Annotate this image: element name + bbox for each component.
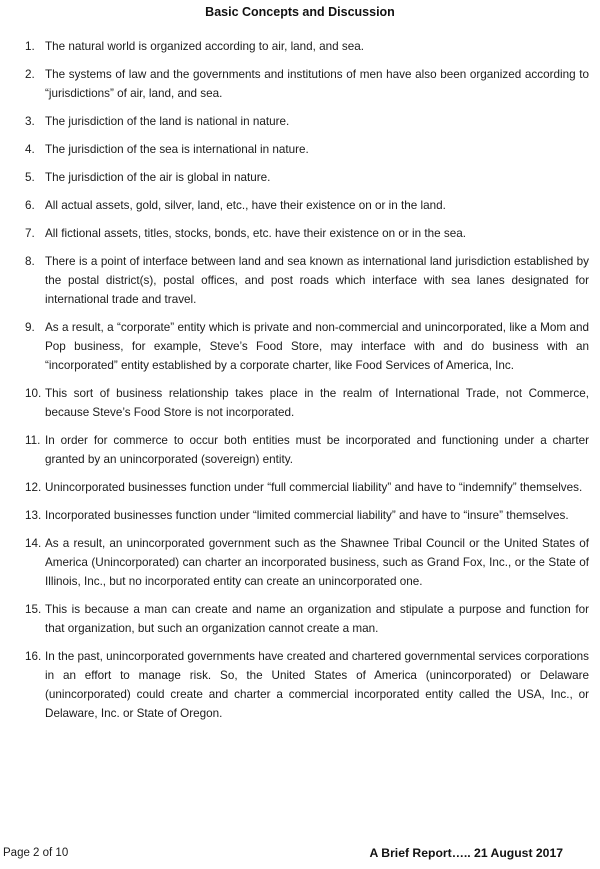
- list-item: [0, 252, 600, 309]
- item-text: All actual assets, gold, silver, land, etc., have their existence on or in the land.: [45, 199, 446, 212]
- item-number: 4.: [25, 143, 35, 156]
- report-title-date: A Brief Report….. 21 August 2017: [369, 846, 563, 860]
- list-item: [0, 140, 600, 159]
- item-number: 1.: [25, 40, 35, 53]
- item-text: This sort of business relationship takes place in the realm of International Trade, not Commerce, because Steve’s Food Store is not incorporated.: [45, 387, 589, 419]
- item-number: 12.: [25, 481, 42, 494]
- item-text: This is because a man can create and name an organization and stipulate a purpose and function for that organization, but such an organization cannot create a man.: [45, 603, 589, 635]
- item-number: 15.: [25, 603, 42, 616]
- list-item: [0, 37, 600, 56]
- item-number: 7.: [25, 227, 35, 240]
- document-title: Basic Concepts and Discussion: [205, 5, 395, 19]
- list-item: [0, 478, 600, 497]
- item-number: 5.: [25, 171, 35, 184]
- list-item: [0, 65, 600, 103]
- list-item: [0, 196, 600, 215]
- item-number: 2.: [25, 68, 35, 81]
- list-item: [0, 224, 600, 243]
- item-text: The jurisdiction of the sea is international in nature.: [45, 143, 309, 156]
- list-item: [0, 600, 600, 638]
- item-number: 3.: [25, 115, 35, 128]
- list-item: [0, 318, 600, 375]
- numbered-list: [0, 37, 600, 723]
- item-number: 11.: [25, 434, 41, 447]
- item-text: The jurisdiction of the air is global in nature.: [45, 171, 271, 184]
- list-item: [0, 431, 600, 469]
- list-item: [0, 168, 600, 187]
- list-item: [0, 534, 600, 591]
- item-number: 9.: [25, 321, 35, 334]
- list-item: [0, 506, 600, 525]
- page-number: Page 2 of 10: [3, 847, 69, 859]
- item-text: Incorporated businesses function under “limited commercial liability” and have to “insure” themselves.: [45, 509, 569, 522]
- item-number: 14.: [25, 537, 42, 550]
- list-item: [0, 647, 600, 723]
- item-number: 6.: [25, 199, 35, 212]
- item-text: All fictional assets, titles, stocks, bonds, etc. have their existence on or in the sea.: [45, 227, 466, 240]
- item-number: 10.: [25, 387, 42, 400]
- item-text: The jurisdiction of the land is national in nature.: [45, 115, 290, 128]
- page-footer: [0, 846, 600, 866]
- item-text: The systems of law and the governments and institutions of men have also been organized according to “jurisdictions” of air, land, and sea.: [45, 68, 589, 100]
- list-item: [0, 384, 600, 422]
- item-number: 16.: [25, 650, 42, 663]
- item-text: As a result, an unincorporated government such as the Shawnee Tribal Council or the United States of America (Unincorporated) can charter an incorporated business, such as Grand Fox, Inc., or the State of Illinois, Inc., but no incorporated entity can create an unincorporated one.: [45, 537, 589, 588]
- item-number: 8.: [25, 255, 35, 268]
- item-text: In the past, unincorporated governments have created and chartered governmental services corporations in an effort to manage risk. So, the United States of America (unincorporated) or Delaware (unincorporated) could create and charter a commercial incorporated entity called the USA, Inc., or Delaware, Inc. or State of Oregon.: [45, 650, 589, 720]
- item-text: The natural world is organized according to air, land, and sea.: [45, 40, 364, 53]
- list-item: [0, 112, 600, 131]
- item-text: In order for commerce to occur both entities must be incorporated and functioning under a charter granted by an unincorporated (sovereign) entity.: [45, 434, 589, 466]
- item-text: There is a point of interface between land and sea known as international land jurisdiction established by the postal district(s), postal offices, and post roads which interface with sea lanes designated for international trade and travel.: [45, 255, 589, 306]
- item-text: Unincorporated businesses function under “full commercial liability” and have to “indemnify” themselves.: [45, 481, 583, 494]
- item-text: As a result, a “corporate” entity which is private and non-commercial and unincorporated, like a Mom and Pop business, for example, Steve’s Food Store, may interface with and do business with an “incorporated” entity established by a corporate charter, like Food Services of America, Inc.: [45, 321, 589, 372]
- item-number: 13.: [25, 509, 42, 522]
